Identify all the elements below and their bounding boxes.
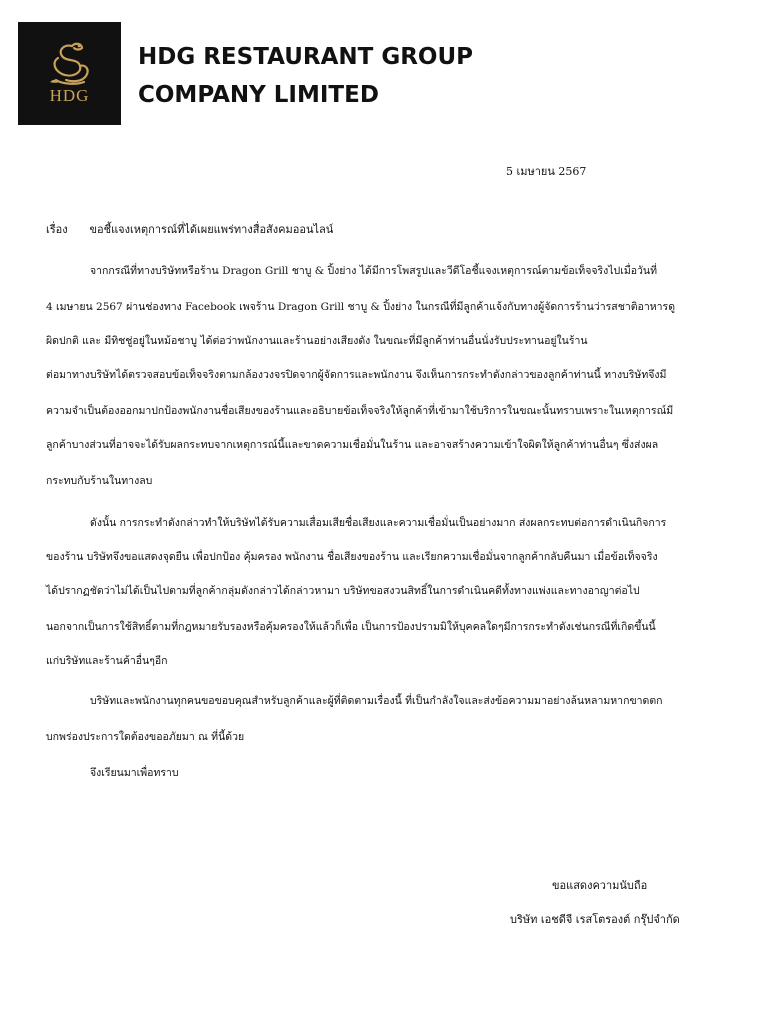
body-line: ผิดปกติ และ มีทิชชู่อยู่ในหม้อชาบู ได้ต่อว่าพนักงานและร้านอย่างเสียงดัง ในขณะที่มีลูกค้าท่านอื่นนั่งรับประทานอยู่ในร้าน [46,335,588,347]
body-line: ลูกค้าบางส่วนที่อาจจะได้รับผลกระทบจากเหตุการณ์นี้และขาดความเชื่อมั่นในร้าน และอาจสร้างความเข้าใจผิดให้ลูกค้าท่านอื่นๆ ซึ่งส่งผล [46,439,659,451]
subject-label: เรื่อง [46,223,68,236]
logo-text: HDG [49,86,90,105]
letter-subject [46,220,333,238]
body-line: นอกจากเป็นการใช้สิทธิ์ตามที่กฎหมายรับรองหรือคุ้มครองให้แล้วก็เพื่อ เป็นการป้องปรามมิให้บุคคลใดๆมีการกระทำดังเช่นกรณีที่เกิดขึ้นนี้ [46,621,656,633]
company-name-line2: COMPANY LIMITED [138,82,379,108]
body-line: ดังนั้น การกระทำดังกล่าวทำให้บริษัทได้รับความเสื่อมเสียชื่อเสียงและความเชื่อมั่นเป็นอย่างมาก ส่งผลกระทบต่อการดำเนินกิจการ [90,517,667,529]
body-line: แก่บริษัทและร้านค้าอื่นๆอีก [46,655,168,667]
closing-regards: ขอแสดงความนับถือ [552,879,648,892]
body-line: กระทบกับร้านในทางลบ [46,475,153,487]
body-line: จากกรณีที่ทางบริษัทหรือร้าน Dragon Grill ชาบู & ปิ้งย่าง ได้มีการโพสรูปและวีดีโอชี้แจงเหตุการณ์ตามข้อเท็จจริงไปเมื่อวันที่ [90,265,658,277]
company-name-line1: HDG RESTAURANT GROUP [138,44,474,70]
body-line: 4 เมษายน 2567 ผ่านช่องทาง Facebook เพจร้าน Dragon Grill ชาบู & ปิ้งย่าง ในกรณีที่มีลูกค้าแจ้งกับทางผู้จัดการร้านว่ารสชาติอาหารดู [46,301,676,313]
letter-date: 5 เมษายน 2567 [506,165,587,178]
body-line: จึงเรียนมาเพื่อทราบ [90,767,179,779]
closing-signature: บริษัท เอชดีจี เรสโตรองต์ กรุ๊ปจำกัด [510,913,680,926]
body-line: บริษัทและพนักงานทุกคนขอขอบคุณสำหรับลูกค้าและผู้ที่ติดตามเรื่องนี้ ที่เป็นกำลังใจและส่งข้อความมาอย่างล้นหลามหากขาดตก [90,695,663,707]
body-line: บกพร่องประการใดต้องขออภัยมา ณ ที่นี้ด้วย [46,731,245,743]
dragon-icon [42,40,98,86]
body-line: ความจำเป็นต้องออกมาปกป้องพนักงานชื่อเสียงของร้านและอธิบายข้อเท็จจริงให้ลูกค้าที่เข้ามาใช้บริการในขณะนั้นทราบเพราะในเหตุการณ์มี [46,405,674,417]
body-line: ต่อมาทางบริษัทได้ตรวจสอบข้อเท็จจริงตามกล้องวงจรปิดจากผู้จัดการและพนักงาน จึงเห็นการกระทำดังกล่าวของลูกค้าท่านนี้ ทางบริษัทจึงมี [46,369,667,381]
subject-text: ขอชี้แจงเหตุการณ์ที่ได้เผยแพร่ทางสื่อสังคมออนไลน์ [89,223,334,236]
body-line: ของร้าน บริษัทจึงขอแสดงจุดยืน เพื่อปกป้อง คุ้มครอง พนักงาน ชื่อเสียงของร้าน และเรียกความเชื่อมั่นจากลูกค้ากลับคืนมา เมื่อข้อเท็จจริง [46,551,658,563]
body-line: ได้ปรากฏชัดว่าไม่ได้เป็นไปตามที่ลูกค้ากลุ่มดังกล่าวได้กล่าวหามา บริษัทขอสงวนสิทธิ์ในการดำเนินคดีทั้งทางแพ่งและทางอาญาต่อไป [46,585,640,597]
company-name [138,38,473,114]
company-logo [18,22,121,125]
